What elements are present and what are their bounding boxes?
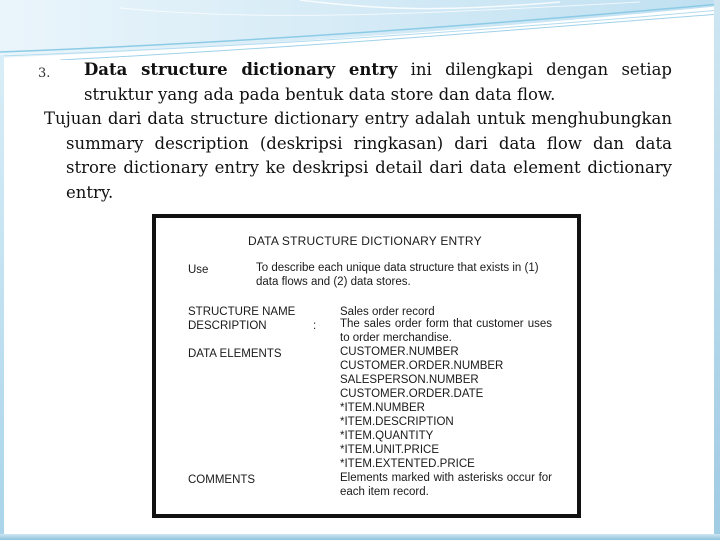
data-structure-dictionary-figure bbox=[152, 214, 581, 518]
list-number: 3. bbox=[38, 66, 51, 81]
right-border-decoration bbox=[714, 0, 720, 540]
data-element-item: CUSTOMER.ORDER.DATE bbox=[340, 388, 484, 400]
paragraph-tujuan: Tujuan dari data structure dictionary entry adalah untuk menghubungkan summary description (deskripsi ringkasan) dari data flow dan data strore dictionary entry ke deskripsi detail dari data element dictionary entry. bbox=[44, 109, 672, 202]
data-element-item: *ITEM.NUMBER bbox=[340, 402, 425, 414]
data-elements-label: DATA ELEMENTS bbox=[188, 348, 282, 360]
data-element-item: *ITEM.UNIT.PRICE bbox=[340, 444, 440, 456]
description-label: DESCRIPTION bbox=[188, 320, 267, 332]
structure-name-label: STRUCTURE NAME bbox=[188, 306, 296, 318]
left-border-decoration bbox=[0, 55, 4, 540]
data-element-item: SALESPERSON.NUMBER bbox=[340, 374, 479, 386]
data-element-item: *ITEM.DESCRIPTION bbox=[340, 416, 454, 428]
term-data-structure-dictionary-entry: Data structure dictionary entry bbox=[84, 60, 398, 79]
paragraph-data-structure bbox=[38, 58, 672, 107]
comments-label: COMMENTS bbox=[188, 474, 256, 486]
comments-value: Elements marked with asterisks occur for each item record. bbox=[340, 472, 552, 498]
slide-body bbox=[38, 58, 672, 205]
data-elements-list bbox=[340, 346, 503, 472]
paragraph-1-text: ini dilengkapi dengan setiap struktur yang ada pada bentuk data store dan data flow. bbox=[84, 60, 672, 104]
description-colon: : bbox=[313, 320, 317, 332]
description-value: The sales order form that customer uses to order merchandise. bbox=[340, 318, 552, 344]
data-element-item: CUSTOMER.NUMBER bbox=[340, 346, 459, 358]
use-text: To describe each unique data structure that exists in (1) data flows and (2) data stores. bbox=[256, 262, 539, 288]
data-element-item: *ITEM.QUANTITY bbox=[340, 430, 434, 442]
bottom-border-decoration bbox=[0, 534, 720, 540]
use-label: Use bbox=[188, 264, 209, 276]
data-element-item: CUSTOMER.ORDER.NUMBER bbox=[340, 360, 504, 372]
data-element-item: *ITEM.EXTENTED.PRICE bbox=[340, 458, 475, 470]
structure-name-value: Sales order record bbox=[340, 306, 435, 318]
top-swoosh-decoration bbox=[0, 0, 720, 60]
figure-title: DATA STRUCTURE DICTIONARY ENTRY bbox=[248, 234, 482, 248]
